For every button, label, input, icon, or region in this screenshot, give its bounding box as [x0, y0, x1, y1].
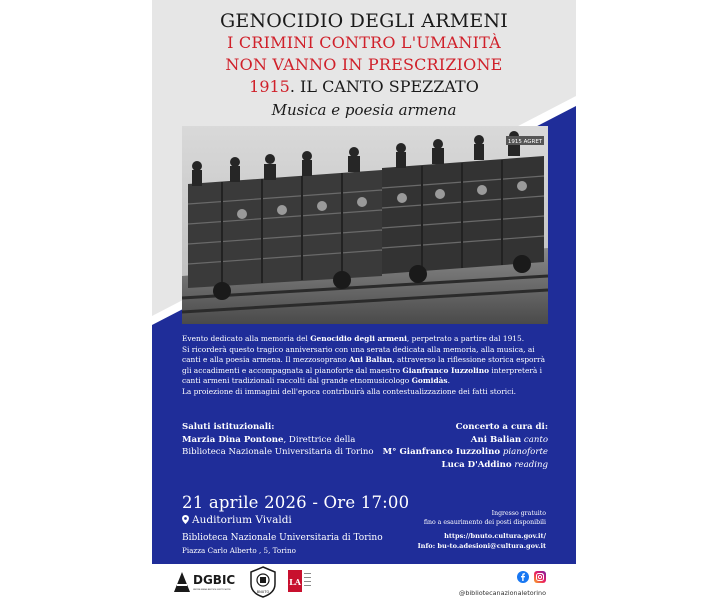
admission-line-1: Ingresso gratuito [491, 510, 546, 517]
instagram-icon[interactable] [534, 571, 546, 583]
performer-2: M° Gianfranco Iuzzolino pianoforte [382, 447, 548, 457]
description-paragraph-2: Si ricorderà questo tragico anniversario con una serata dedicata alla memoria, alla musica, ai canti e alla poesia armena. Il mezzosoprano Ani Balian, attraverso la riflessione storica esporrà gli accadimenti e accompagnata al pianoforte dal maestro Gianfranco Iuzzolino interpreterà i canti armeni tradizionali raccolti dal grande etnomusicologo Gomidàs. [182, 344, 545, 386]
title-line-3: NON VANNO IN PRESCRIZIONE [225, 55, 503, 74]
admission-info [376, 509, 546, 527]
event-library: Biblioteca Nazionale Universitaria di Torino [182, 533, 383, 543]
saluti-heading: Saluti istituzionali: [182, 422, 275, 432]
title-year: 1915 [249, 77, 290, 96]
seal-logo-text: BNUTO [256, 590, 270, 594]
description-paragraph-1: Evento dedicato alla memoria del Genocidio degli armeni, perpetrato a partire dal 1915. [182, 334, 525, 343]
title-block [152, 10, 576, 121]
event-address: Piazza Carlo Alberto , 5, Torino [182, 546, 296, 555]
facebook-icon[interactable] [517, 571, 529, 583]
performer-3: Luca D'Addino reading [441, 459, 548, 470]
title-line-4-rest: . IL CANTO SPEZZATO [289, 77, 479, 96]
dgbic-logo-text: DGBIC [193, 573, 236, 587]
library-seal-logo [249, 566, 277, 598]
info-email-link[interactable]: Info: bu-to.adesioni@cultura.gov.it [417, 541, 546, 550]
dgbic-logo [174, 570, 246, 594]
historical-photo [182, 126, 548, 324]
contact-links [376, 532, 546, 551]
venue-name: Auditorium Vivaldi [192, 514, 292, 526]
social-handle[interactable]: @bibliotecanazionaletorino [458, 589, 546, 597]
saluti-text [182, 435, 374, 458]
admission-line-2: fino a esaurimento dei posti disponibili [423, 519, 546, 526]
concerto-heading: Concerto a cura di: [455, 422, 548, 432]
title-line-2: I CRIMINI CONTRO L'UMANITÀ [227, 33, 501, 52]
dgbic-logo-subtext: DIREZIONE GENERALE BIBLIOTECHE E DIRITTO D'AUTORE [193, 590, 231, 591]
event-venue [182, 514, 292, 526]
concerto-credits [348, 421, 548, 471]
event-date: 21 aprile 2026 - Ore 17:00 [182, 493, 410, 512]
social-block [459, 568, 546, 597]
title-line-1: GENOCIDIO DEGLI ARMENI [220, 10, 508, 32]
title-line-4 [152, 76, 576, 98]
performer-1: Ani Balian canto [470, 434, 548, 445]
footer-logos [152, 564, 576, 600]
website-link[interactable]: https://bnuto.cultura.gov.it/ [444, 532, 546, 540]
location-pin-icon [182, 515, 189, 524]
subtitle: Musica e poesia armena [271, 101, 457, 119]
description-paragraph-3: La proiezione di immagini dell'epoca contribuirà alla contestualizzazione dei fatti storici. [182, 386, 516, 396]
la-logo [288, 570, 312, 594]
event-poster [152, 0, 576, 600]
event-description [182, 334, 550, 398]
photo-caption-tag: 1915 AGRET [507, 139, 543, 145]
la-logo-text: LA [289, 577, 301, 587]
saluti-role: , Direttrice della Biblioteca Nazionale Universitaria di Torino [182, 434, 374, 457]
saluti-name: Marzia Dina Pontone [182, 434, 284, 445]
